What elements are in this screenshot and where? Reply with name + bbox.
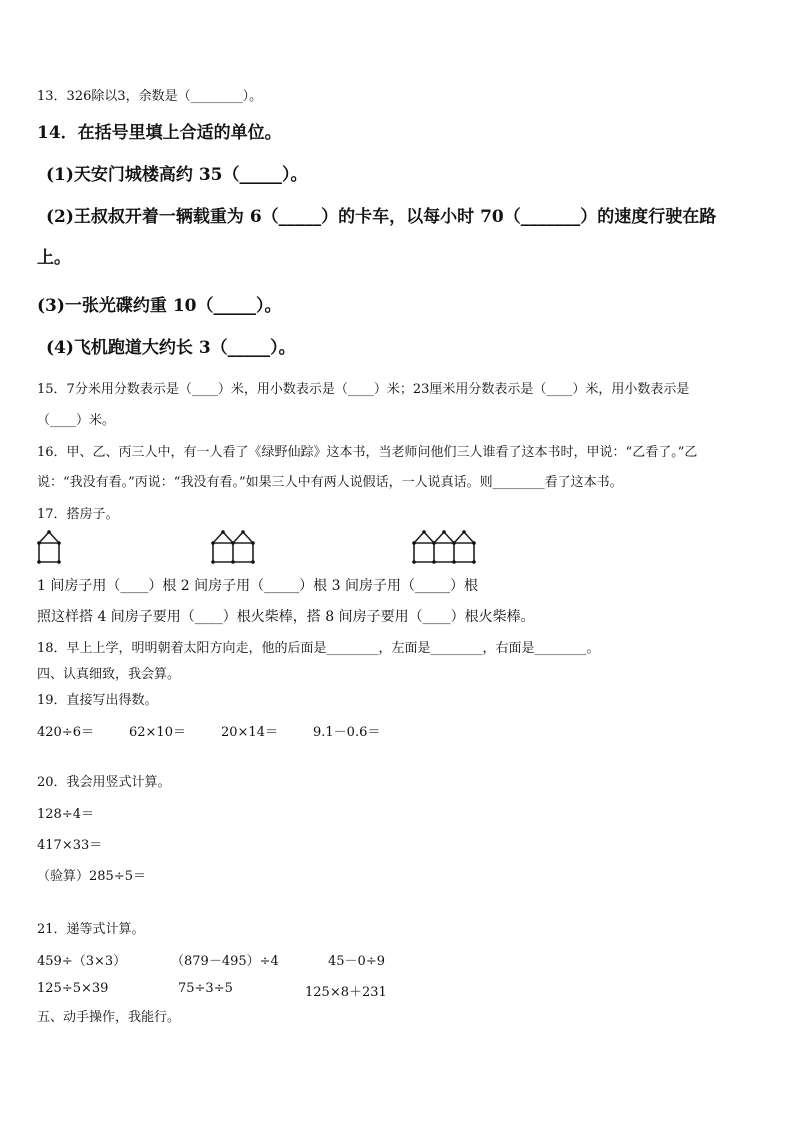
q21-item: 125÷5×39: [37, 981, 109, 996]
q21-item: 75÷3÷5: [178, 981, 233, 996]
q20-item: 128÷4＝: [37, 807, 94, 822]
section-5-heading: 五、动手操作，我能行。: [37, 1010, 181, 1025]
q18: 18．早上上学，明明朝着太阳方向走，他的后面是________，左面是________，右面是________。: [37, 641, 600, 656]
q20-item: （验算）285÷5＝: [37, 869, 146, 884]
q21-item: 459÷（3×3）: [37, 954, 127, 969]
house-3-figure: [412, 529, 476, 565]
q21-title: 21．递等式计算。: [37, 922, 145, 937]
q19-item: 20×14＝: [221, 725, 278, 740]
q13: 13．326除以3，余数是（________）。: [37, 89, 263, 104]
q14-part3: (3)一张光碟约重 10（_____）。: [37, 296, 282, 316]
house-1-figure: [37, 529, 61, 565]
q19-item: 62×10＝: [129, 725, 186, 740]
q14-title: 14．在括号里填上合适的单位。: [37, 123, 282, 143]
q17-line2: 照这样搭 4 间房子要用（____）根火柴棒，搭 8 间房子要用（____）根火柴棒。: [37, 609, 535, 625]
q14-part1: (1)天安门城楼高约 35（_____）。: [46, 165, 308, 185]
q14-part2-line2: 上。: [37, 248, 71, 268]
q20-title: 20．我会用竖式计算。: [37, 775, 171, 790]
q19-item: 420÷6＝: [37, 725, 94, 740]
q21-item: （879－495）÷4: [171, 954, 279, 969]
q21-item: 125×8＋231: [305, 985, 387, 1000]
q17-line1: 1 间房子用（____）根 2 间房子用（_____）根 3 间房子用（_____）根: [37, 578, 478, 594]
q19-title: 19．直接写出得数。: [37, 693, 158, 708]
section-4-heading: 四、认真细致，我会算。: [37, 667, 181, 682]
q16-line1: 16．甲、乙、丙三人中，有一人看了《绿野仙踪》这本书，当老师问他们三人谁看了这本书时，甲说：“乙看了。”乙: [37, 445, 698, 460]
q21-item: 45－0÷9: [328, 954, 385, 969]
q16-line2: 说：“我没有看。”丙说：“我没有看。”如果三人中有两人说假话，一人说真话。则________看了这本书。: [37, 475, 623, 490]
q20-item: 417×33＝: [37, 838, 103, 853]
q14-part2-line1: (2)王叔叔开着一辆载重为 6（_____）的卡车，以每小时 70（_______）的速度行驶在路: [46, 207, 717, 227]
q15-line1: 15．7分米用分数表示是（____）米，用小数表示是（____）米；23厘米用分数表示是（____）米，用小数表示是: [37, 382, 690, 397]
house-2-figure: [211, 529, 255, 565]
q14-part4: (4)飞机跑道大约长 3（_____）。: [46, 338, 296, 358]
q17-title: 17．搭房子。: [37, 507, 119, 522]
q15-line2: （____）米。: [37, 413, 116, 428]
q19-item: 9.1－0.6＝: [313, 725, 381, 740]
